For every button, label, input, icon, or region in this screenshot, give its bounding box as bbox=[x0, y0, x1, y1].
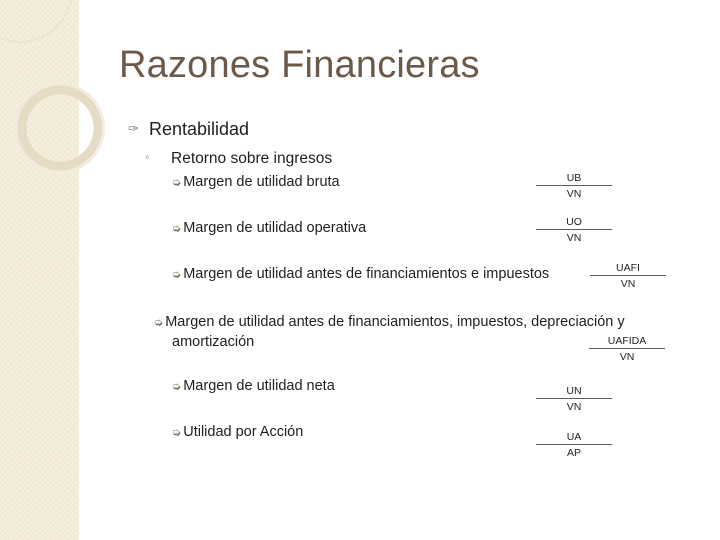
fraction-bar bbox=[536, 444, 612, 445]
slide-title: Razones Financieras bbox=[119, 44, 480, 86]
ratio-formula bbox=[536, 172, 612, 200]
ratio-formula bbox=[536, 431, 612, 459]
ratio-item bbox=[172, 219, 366, 238]
fraction-bar bbox=[536, 229, 612, 230]
ratio-item bbox=[172, 423, 303, 442]
formula-numerator: UA bbox=[566, 431, 582, 443]
arrow-bullet-icon: ➭ bbox=[172, 269, 182, 281]
formula-denominator: VN bbox=[566, 232, 582, 244]
ratio-item-label: Margen de utilidad operativa bbox=[183, 220, 367, 236]
formula-denominator: VN bbox=[566, 401, 582, 413]
ratio-formula bbox=[536, 216, 612, 244]
circle-bullet-icon: ◦ bbox=[145, 149, 150, 164]
ratio-formula bbox=[590, 262, 666, 290]
arrow-bullet-icon: ➭ bbox=[172, 177, 182, 189]
formula-denominator: VN bbox=[619, 351, 635, 363]
bullet-level1-text: Rentabilidad bbox=[149, 119, 250, 139]
formula-numerator: UO bbox=[566, 216, 582, 228]
decorative-circles bbox=[0, 0, 160, 200]
formula-numerator: UB bbox=[566, 172, 582, 184]
formula-denominator: AP bbox=[566, 447, 581, 459]
ratio-item bbox=[172, 173, 340, 192]
ratio-formula bbox=[536, 385, 612, 413]
ratio-item-label: Utilidad por Acción bbox=[183, 424, 304, 440]
ratio-item-label: Margen de utilidad bruta bbox=[183, 174, 340, 190]
fraction-bar bbox=[536, 185, 612, 186]
ratio-item bbox=[172, 265, 549, 284]
ratio-formula bbox=[589, 335, 665, 363]
ratio-item-label: Margen de utilidad antes de financiamientos e impuestos bbox=[183, 266, 550, 282]
fraction-bar bbox=[590, 275, 666, 276]
formula-numerator: UAFI bbox=[616, 262, 640, 274]
formula-denominator: VN bbox=[620, 278, 636, 290]
fraction-bar bbox=[536, 398, 612, 399]
formula-denominator: VN bbox=[566, 188, 582, 200]
pen-bullet-icon: ✑ bbox=[128, 121, 139, 136]
bullet-level2-text: Retorno sobre ingresos bbox=[171, 150, 333, 167]
ratio-item-label: Margen de utilidad antes de financiamientos, impuestos, depreciación y amortización bbox=[165, 314, 625, 350]
ratio-item bbox=[172, 377, 335, 396]
ratio-item-label: Margen de utilidad neta bbox=[183, 378, 335, 394]
formula-numerator: UAFIDA bbox=[607, 335, 647, 347]
arrow-bullet-icon: ➭ bbox=[154, 317, 164, 329]
arrow-bullet-icon: ➭ bbox=[172, 223, 182, 235]
arrow-bullet-icon: ➭ bbox=[172, 427, 182, 439]
fraction-bar bbox=[589, 348, 665, 349]
formula-numerator: UN bbox=[566, 385, 582, 397]
arrow-bullet-icon: ➭ bbox=[172, 381, 182, 393]
